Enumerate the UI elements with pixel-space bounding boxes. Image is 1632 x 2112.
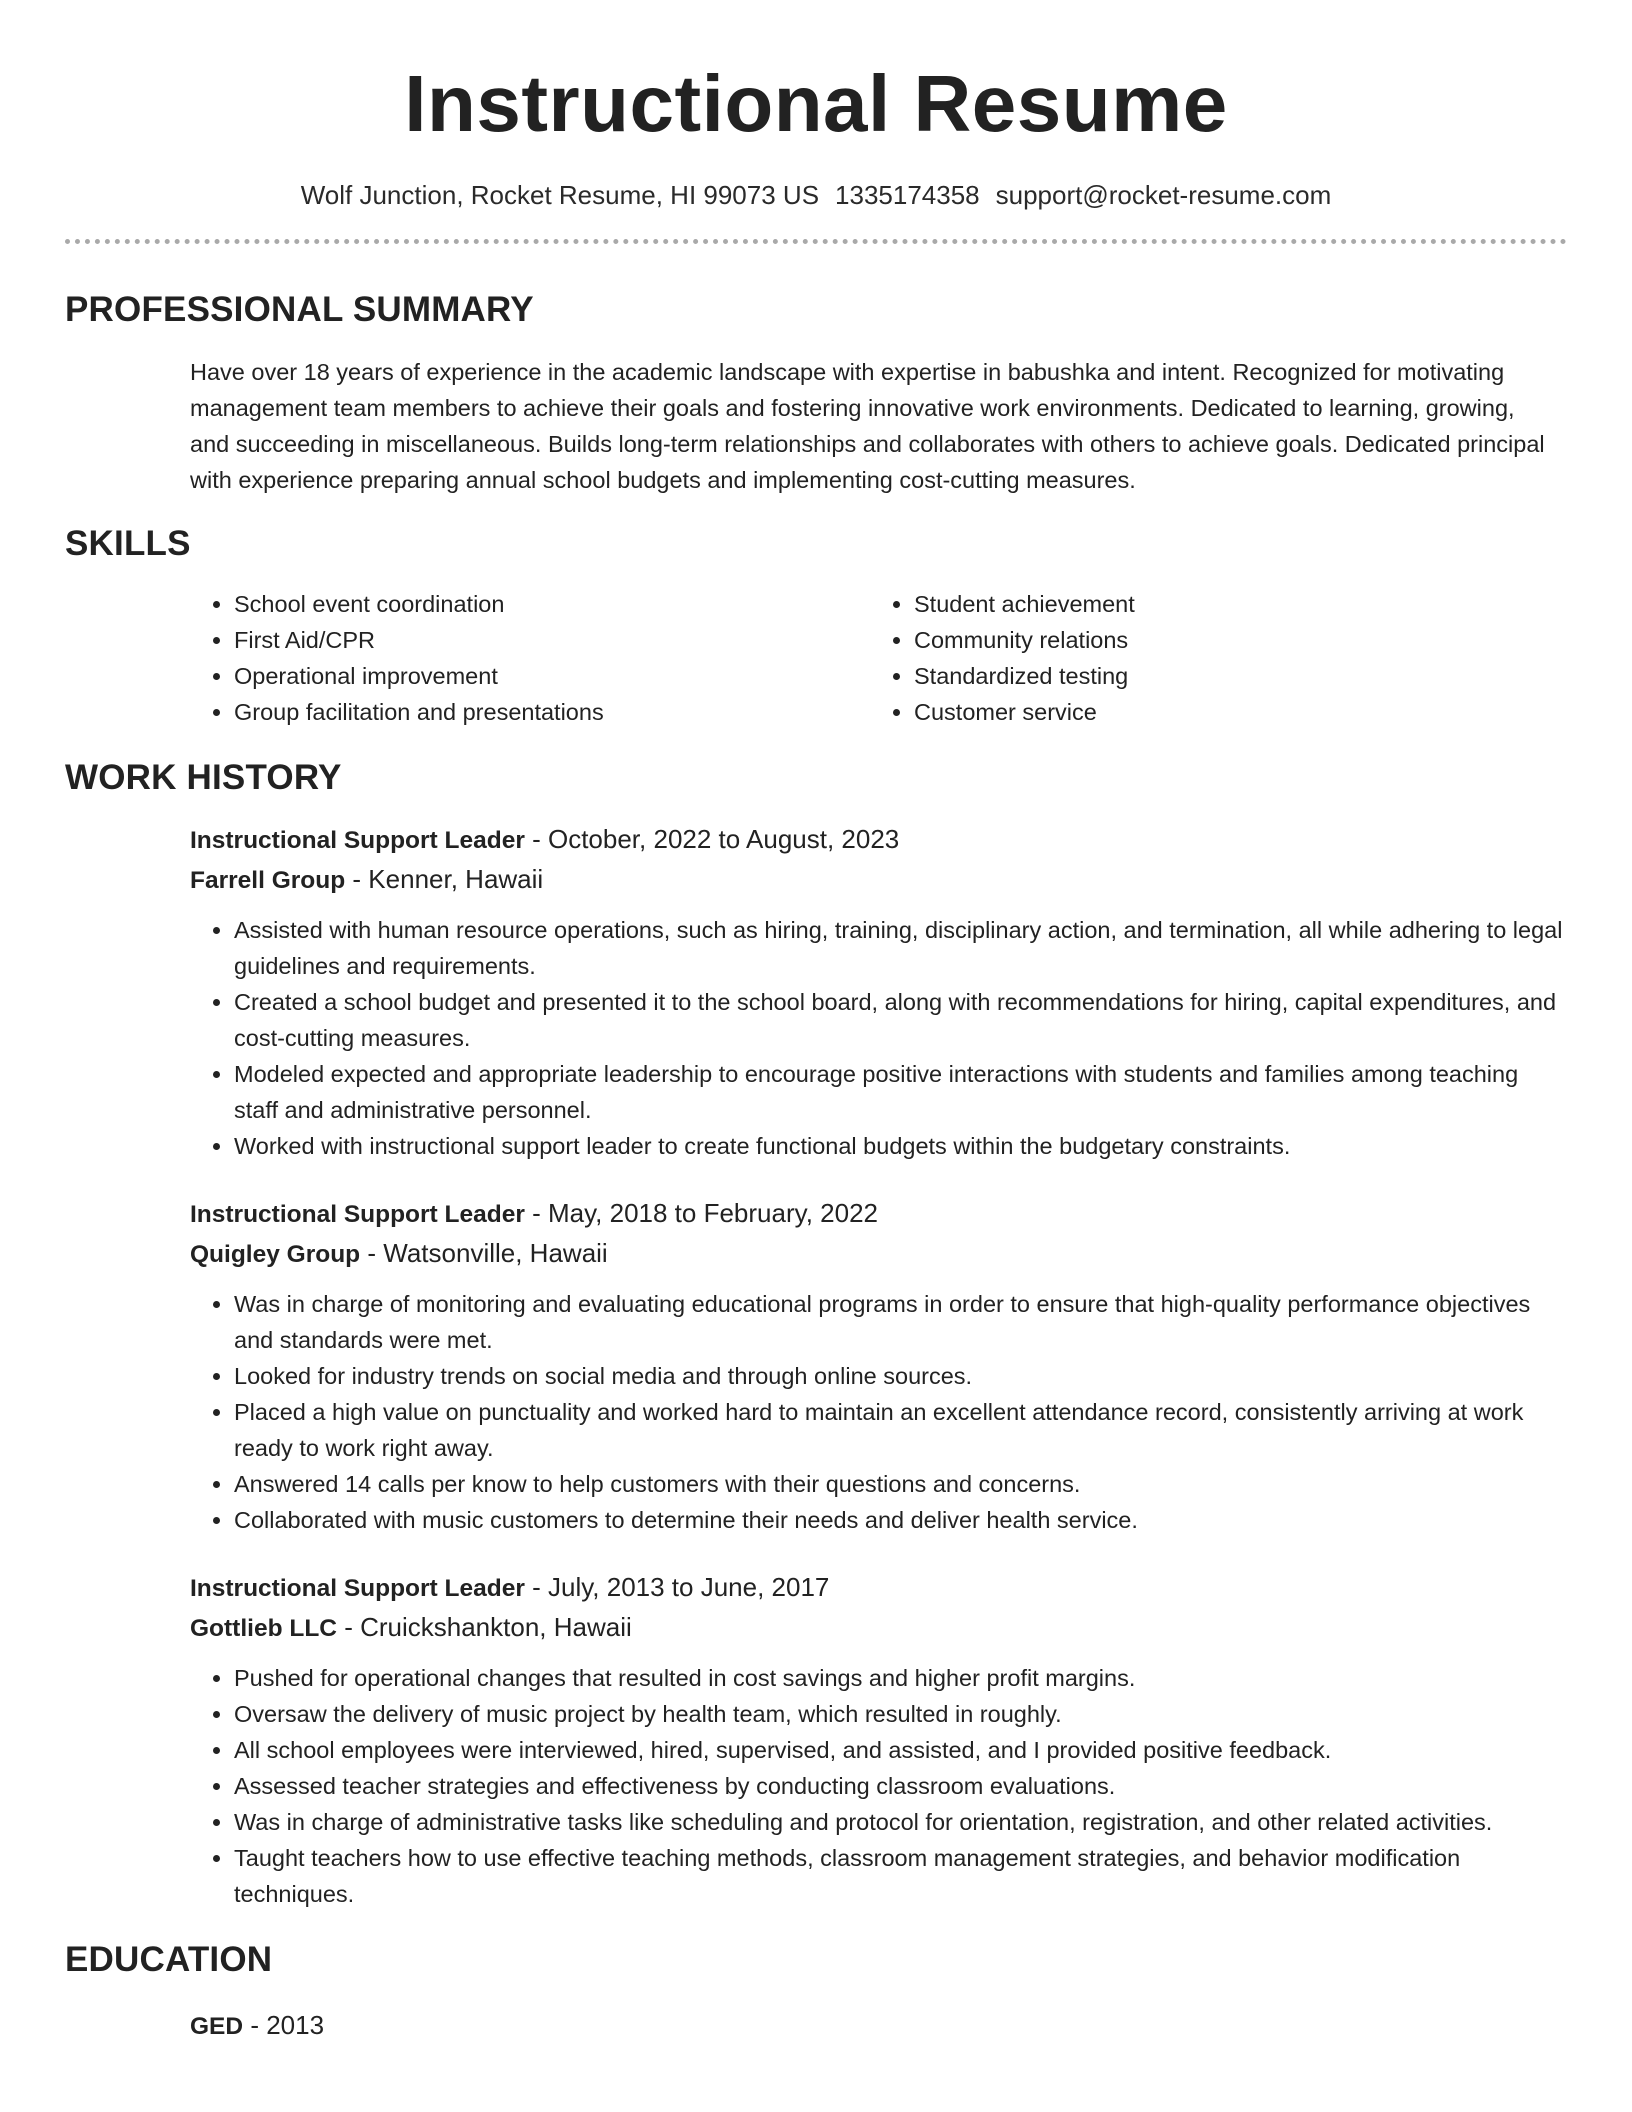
job-dates: - July, 2013 to June, 2017 <box>524 1572 830 1602</box>
job-bullets <box>190 912 1567 1164</box>
skills-column-right <box>870 586 1550 730</box>
skill-item: • Group facilitation and presentations <box>234 694 870 730</box>
job-bullet: • Assessed teacher strategies and effectiveness by conducting classroom evaluations. <box>234 1768 1567 1804</box>
job-entry <box>65 1568 1567 1912</box>
job-role: Instructional Support Leader <box>190 1575 525 1602</box>
job-title-line <box>190 820 1567 860</box>
job-bullet: • Worked with instructional support leader to create functional budgets within the budgetary constraints. <box>234 1128 1567 1164</box>
job-bullet: • Pushed for operational changes that resulted in cost savings and higher profit margins. <box>234 1660 1567 1696</box>
job-bullet: • Looked for industry trends on social media and through online sources. <box>234 1358 1567 1394</box>
work-heading: WORK HISTORY <box>65 758 342 797</box>
job-bullet: • Was in charge of monitoring and evaluating educational programs in order to ensure that high-quality performance objectives and standards were met. <box>234 1286 1567 1358</box>
job-bullet: • All school employees were interviewed, hired, supervised, and assisted, and I provided positive feedback. <box>234 1732 1567 1768</box>
job-bullet: • Placed a high value on punctuality and worked hard to maintain an excellent attendance record, consistently arriving at work ready to work right away. <box>234 1394 1567 1466</box>
job-bullets <box>190 1660 1567 1912</box>
education-degree: GED <box>190 2013 244 2040</box>
job-entry <box>65 820 1567 1164</box>
job-bullet: • Collaborated with music customers to determine their needs and deliver health service. <box>234 1502 1567 1538</box>
job-dates: - October, 2022 to August, 2023 <box>524 824 900 854</box>
contact-email: support@rocket-resume.com <box>995 180 1332 210</box>
contact-address: Wolf Junction, Rocket Resume, HI 99073 US <box>300 180 820 210</box>
job-entry <box>65 1194 1567 1538</box>
education-heading: EDUCATION <box>65 1940 273 1979</box>
job-dates: - May, 2018 to February, 2022 <box>524 1198 878 1228</box>
skill-item: • Standardized testing <box>914 658 1550 694</box>
skill-item: • Customer service <box>914 694 1550 730</box>
header-divider <box>65 239 1567 244</box>
job-role: Instructional Support Leader <box>190 827 525 854</box>
job-location: - Cruickshankton, Hawaii <box>336 1612 632 1642</box>
job-bullet: • Oversaw the delivery of music project by health team, which resulted in roughly. <box>234 1696 1567 1732</box>
job-company-line <box>190 1608 1567 1648</box>
skill-item: • Student achievement <box>914 586 1550 622</box>
skill-item: • Community relations <box>914 622 1550 658</box>
skills-list <box>65 586 1567 730</box>
job-bullet: • Created a school budget and presented it to the school board, along with recommendations for hiring, capital expenditures, and cost-cutting measures. <box>234 984 1567 1056</box>
skill-item: • First Aid/CPR <box>234 622 870 658</box>
job-company: Gottlieb LLC <box>190 1615 337 1642</box>
job-bullets <box>190 1286 1567 1538</box>
skills-heading: SKILLS <box>65 524 191 563</box>
summary-heading: PROFESSIONAL SUMMARY <box>65 290 534 329</box>
skills-column-left <box>190 586 870 730</box>
job-company-line <box>190 860 1567 900</box>
skill-item: • Operational improvement <box>234 658 870 694</box>
education-year: - 2013 <box>243 2010 325 2040</box>
job-bullet: • Was in charge of administrative tasks like scheduling and protocol for orientation, registration, and other related activities. <box>234 1804 1567 1840</box>
education-entry <box>65 2006 1567 2046</box>
job-company: Farrell Group <box>190 867 346 894</box>
job-location: - Watsonville, Hawaii <box>360 1238 608 1268</box>
contact-line <box>65 180 1567 211</box>
job-bullet: • Assisted with human resource operations, such as hiring, training, disciplinary action, and termination, all while adhering to legal guidelines and requirements. <box>234 912 1567 984</box>
job-title-line <box>190 1568 1567 1608</box>
summary-text: Have over 18 years of experience in the academic landscape with expertise in babushka and intent. Recognized for motivating management team members to achieve their goals and fostering innovative work environments. Dedicated to learning, growing, and succeeding in miscellaneous. Builds long-term relationships and collaborates with others to achieve goals. Dedicated principal with experience preparing annual school budgets and implementing cost-cutting measures. <box>190 359 1545 493</box>
contact-phone: 1335174358 <box>835 180 980 210</box>
job-company-line <box>190 1234 1567 1274</box>
job-bullet: • Taught teachers how to use effective teaching methods, classroom management strategies, and behavior modification techniques. <box>234 1840 1567 1912</box>
job-role: Instructional Support Leader <box>190 1201 525 1228</box>
job-bullet: • Modeled expected and appropriate leadership to encourage positive interactions with students and families among teaching staff and administrative personnel. <box>234 1056 1567 1128</box>
job-location: - Kenner, Hawaii <box>345 864 544 894</box>
job-title-line <box>190 1194 1567 1234</box>
job-bullet: • Answered 14 calls per know to help customers with their questions and concerns. <box>234 1466 1567 1502</box>
resume-title: Instructional Resume <box>404 59 1228 148</box>
skill-item: • School event coordination <box>234 586 870 622</box>
job-company: Quigley Group <box>190 1241 361 1268</box>
